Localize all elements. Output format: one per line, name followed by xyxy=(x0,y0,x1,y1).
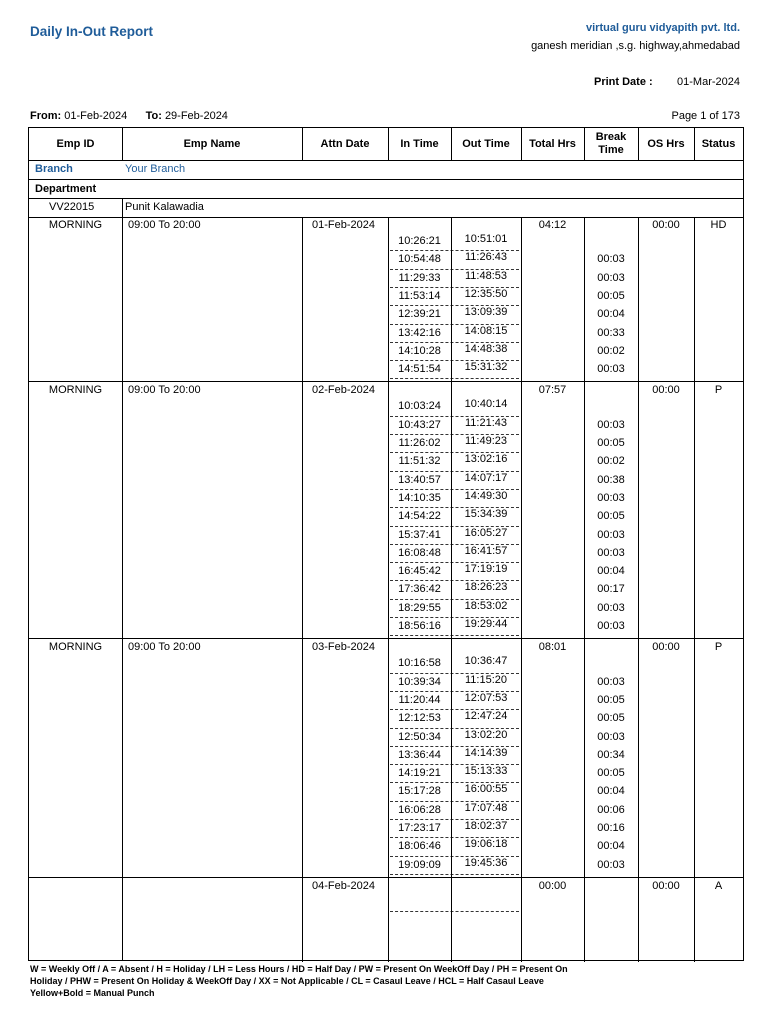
in-time: 11:26:02 xyxy=(398,437,441,449)
out-time: 17:19:19 xyxy=(464,563,508,576)
column-divider xyxy=(521,217,522,382)
column-header: Emp ID xyxy=(56,137,95,150)
in-time: 13:36:44 xyxy=(398,748,441,761)
out-time: 11:48:53 xyxy=(464,269,508,282)
column-header: Emp Name xyxy=(183,137,241,150)
attendance-table xyxy=(28,127,744,961)
out-time: 12:07:53 xyxy=(464,691,508,704)
column-divider xyxy=(388,382,389,639)
in-time: 18:56:16 xyxy=(398,620,441,632)
column-divider xyxy=(451,217,452,382)
status-badge: HD xyxy=(710,219,727,231)
out-time: 15:13:33 xyxy=(464,765,508,778)
in-time: 16:45:42 xyxy=(398,565,441,578)
break-time: 00:03 xyxy=(597,363,625,376)
break-time: 00:03 xyxy=(597,546,625,559)
column-divider xyxy=(388,878,389,962)
row-divider xyxy=(29,198,743,199)
column-divider xyxy=(584,128,585,160)
branch-value: Your Branch xyxy=(125,163,186,175)
column-divider xyxy=(584,639,585,878)
in-time: 17:23:17 xyxy=(398,822,441,834)
total-hrs: 07:57 xyxy=(538,384,567,397)
status-legend xyxy=(30,963,650,1000)
break-time: 00:03 xyxy=(597,528,625,541)
break-time: 00:05 xyxy=(597,510,625,523)
break-time: 00:03 xyxy=(597,675,625,688)
report-title: Daily In-Out Report xyxy=(30,24,154,39)
break-time: 00:33 xyxy=(597,326,625,339)
shift-time: 09:00 To 20:00 xyxy=(128,641,201,654)
row-divider xyxy=(29,179,743,180)
break-time: 00:05 xyxy=(597,693,625,706)
out-time: 11:15:20 xyxy=(464,673,508,686)
column-divider xyxy=(638,128,639,160)
break-time: 00:02 xyxy=(597,344,625,357)
in-time: 11:20:44 xyxy=(398,693,441,706)
break-time: 00:05 xyxy=(597,712,625,725)
column-divider xyxy=(302,878,303,962)
column-divider xyxy=(584,878,585,962)
punch-divider xyxy=(390,874,519,875)
column-divider xyxy=(451,878,452,962)
in-time: 14:19:21 xyxy=(398,767,441,780)
break-time: 00:17 xyxy=(597,583,625,596)
os-hrs: 00:00 xyxy=(652,219,680,231)
break-time: 00:06 xyxy=(597,803,625,816)
company-address: ganesh meridian ,s.g. highway,ahmedabad xyxy=(531,40,740,52)
out-time: 16:41:57 xyxy=(464,544,508,557)
out-time: 13:02:20 xyxy=(464,728,508,741)
column-divider xyxy=(521,878,522,962)
out-time: 12:47:24 xyxy=(464,710,508,723)
break-time: 00:05 xyxy=(597,767,625,780)
to-label: To: xyxy=(145,110,162,122)
in-time: 15:37:41 xyxy=(398,528,441,541)
out-time: 18:02:37 xyxy=(464,820,508,832)
print-date-label: Print Date : xyxy=(594,76,653,88)
out-time: 19:06:18 xyxy=(464,838,508,851)
from-label: From: xyxy=(30,110,62,122)
status-badge: A xyxy=(714,879,723,892)
out-time: 12:35:50 xyxy=(464,287,508,300)
break-time: 00:04 xyxy=(597,565,625,578)
column-divider xyxy=(122,198,123,960)
in-time: 17:36:42 xyxy=(398,583,441,596)
os-hrs: 00:00 xyxy=(652,879,680,892)
break-time: 00:03 xyxy=(597,620,625,632)
out-time: 15:31:32 xyxy=(464,361,508,374)
day-divider xyxy=(29,877,743,878)
punch-divider xyxy=(390,911,519,912)
punch-divider xyxy=(390,378,519,379)
in-time: 10:26:21 xyxy=(398,235,441,247)
out-time: 14:49:30 xyxy=(464,489,508,502)
out-time: 11:49:23 xyxy=(464,435,508,447)
column-divider xyxy=(638,639,639,878)
out-time: 14:48:38 xyxy=(464,342,508,355)
column-divider xyxy=(638,217,639,382)
out-time: 14:08:15 xyxy=(464,324,508,337)
column-header: Status xyxy=(701,137,736,150)
in-time: 19:09:09 xyxy=(398,858,441,871)
column-divider xyxy=(694,128,695,160)
day-divider xyxy=(29,381,743,382)
break-time: 00:34 xyxy=(597,748,625,761)
column-divider xyxy=(521,639,522,878)
punch-divider xyxy=(390,635,519,636)
column-divider xyxy=(638,878,639,962)
employee-id: VV22015 xyxy=(49,201,95,213)
column-divider xyxy=(694,382,695,639)
shift-name: MORNING xyxy=(48,219,103,231)
out-time: 10:36:47 xyxy=(464,655,508,668)
column-divider xyxy=(388,217,389,382)
in-time: 10:54:48 xyxy=(398,253,441,266)
in-time: 11:29:33 xyxy=(398,271,441,284)
department-label: Department xyxy=(35,183,97,195)
column-divider xyxy=(694,217,695,382)
out-time: 18:53:02 xyxy=(464,599,508,612)
break-time: 00:04 xyxy=(597,308,625,321)
break-time: 00:05 xyxy=(597,437,625,449)
column-divider xyxy=(302,639,303,878)
in-time: 10:39:34 xyxy=(398,675,441,688)
in-time: 18:29:55 xyxy=(398,601,441,614)
in-time: 13:42:16 xyxy=(398,326,441,339)
break-time: 00:02 xyxy=(597,455,625,468)
os-hrs: 00:00 xyxy=(652,384,680,397)
column-divider xyxy=(302,128,303,160)
out-time: 10:51:01 xyxy=(464,233,508,245)
out-time: 18:26:23 xyxy=(464,581,508,594)
break-time: 00:03 xyxy=(597,858,625,871)
break-time: 00:03 xyxy=(597,418,625,431)
in-time: 16:08:48 xyxy=(398,546,441,559)
total-hrs: 04:12 xyxy=(538,219,567,231)
column-divider xyxy=(694,639,695,878)
column-divider xyxy=(451,639,452,878)
column-divider xyxy=(302,382,303,639)
column-divider xyxy=(521,382,522,639)
column-divider xyxy=(584,382,585,639)
in-time: 13:40:57 xyxy=(398,473,441,486)
column-divider xyxy=(521,128,522,160)
break-time: 00:16 xyxy=(597,822,625,834)
in-time: 14:10:28 xyxy=(398,344,441,357)
out-time: 19:29:44 xyxy=(464,618,508,630)
break-time: 00:03 xyxy=(597,601,625,614)
column-header: In Time xyxy=(400,137,439,150)
out-time: 10:40:14 xyxy=(464,398,508,411)
legend-line: W = Weekly Off / A = Absent / H = Holiday / LH = Less Hours / HD = Half Day / PW = Present On WeekOff Day / PH = Present On xyxy=(30,964,568,974)
row-divider xyxy=(29,217,743,218)
attn-date: 02-Feb-2024 xyxy=(312,384,375,397)
legend-line: Holiday / PHW = Present On Holiday & WeekOff Day / XX = Not Applicable / CL = Casaul Leave / HCL = Half Casaul Leave xyxy=(30,976,544,987)
page-indicator: Page 1 of 173 xyxy=(671,110,740,122)
in-time: 12:50:34 xyxy=(398,730,441,743)
in-time: 12:12:53 xyxy=(398,712,441,725)
in-time: 11:53:14 xyxy=(398,289,441,302)
out-time: 16:00:55 xyxy=(464,783,508,796)
in-time: 14:54:22 xyxy=(398,510,441,523)
column-divider xyxy=(638,382,639,639)
in-time: 16:06:28 xyxy=(398,803,441,816)
attn-date: 03-Feb-2024 xyxy=(312,641,375,654)
break-time: 00:03 xyxy=(597,253,625,266)
in-time: 12:39:21 xyxy=(398,308,441,321)
in-time: 10:03:24 xyxy=(398,400,441,413)
out-time: 16:05:27 xyxy=(464,526,508,539)
break-time: 00:03 xyxy=(597,730,625,743)
out-time: 11:26:43 xyxy=(464,251,508,264)
in-time: 10:43:27 xyxy=(398,418,441,431)
status-badge: P xyxy=(714,641,723,654)
out-time: 13:02:16 xyxy=(464,453,508,466)
column-header: Total Hrs xyxy=(529,137,576,150)
day-divider xyxy=(29,638,743,639)
column-header: Break Time xyxy=(595,131,627,156)
out-time: 14:07:17 xyxy=(464,471,508,484)
column-divider xyxy=(388,639,389,878)
branch-label: Branch xyxy=(35,163,73,175)
shift-time: 09:00 To 20:00 xyxy=(128,384,201,397)
to-date: 29-Feb-2024 xyxy=(164,110,228,122)
in-time: 14:10:35 xyxy=(398,491,441,504)
column-divider xyxy=(694,878,695,962)
out-time: 19:45:36 xyxy=(464,856,508,869)
in-time: 15:17:28 xyxy=(398,785,441,798)
header-divider xyxy=(29,160,743,161)
total-hrs: 08:01 xyxy=(538,641,567,654)
shift-time: 09:00 To 20:00 xyxy=(128,219,201,231)
column-divider xyxy=(302,217,303,382)
employee-name: Punit Kalawadia xyxy=(125,201,204,213)
shift-name: MORNING xyxy=(48,384,103,397)
column-divider xyxy=(122,128,123,160)
legend-line: Yellow+Bold = Manual Punch xyxy=(30,988,155,999)
break-time: 00:04 xyxy=(597,840,625,853)
break-time: 00:05 xyxy=(597,289,625,302)
print-date-value: 01-Mar-2024 xyxy=(677,76,740,88)
attn-date: 04-Feb-2024 xyxy=(312,879,375,892)
os-hrs: 00:00 xyxy=(652,641,680,654)
column-divider xyxy=(451,382,452,639)
status-badge: P xyxy=(714,384,723,397)
in-time: 11:51:32 xyxy=(398,455,441,468)
column-divider xyxy=(388,128,389,160)
break-time: 00:38 xyxy=(597,473,625,486)
in-time: 10:16:58 xyxy=(398,657,441,670)
break-time: 00:03 xyxy=(597,271,625,284)
shift-name: MORNING xyxy=(48,641,103,654)
column-divider xyxy=(451,128,452,160)
out-time: 13:09:39 xyxy=(464,306,508,319)
in-time: 18:06:46 xyxy=(398,840,441,853)
total-hrs: 00:00 xyxy=(538,879,567,892)
out-time: 17:07:48 xyxy=(464,801,508,814)
break-time: 00:03 xyxy=(597,491,625,504)
column-header: OS Hrs xyxy=(647,137,685,150)
company-name: virtual guru vidyapith pvt. ltd. xyxy=(585,22,740,34)
in-time: 14:51:54 xyxy=(398,363,441,376)
date-range xyxy=(30,110,228,122)
column-header: Out Time xyxy=(462,137,510,150)
from-date: 01-Feb-2024 xyxy=(64,110,128,122)
column-header: Attn Date xyxy=(320,137,370,150)
column-divider xyxy=(584,217,585,382)
out-time: 15:34:39 xyxy=(464,508,508,521)
break-time: 00:04 xyxy=(597,785,625,798)
out-time: 14:14:39 xyxy=(464,746,508,759)
out-time: 11:21:43 xyxy=(464,416,508,429)
attn-date: 01-Feb-2024 xyxy=(312,219,375,231)
